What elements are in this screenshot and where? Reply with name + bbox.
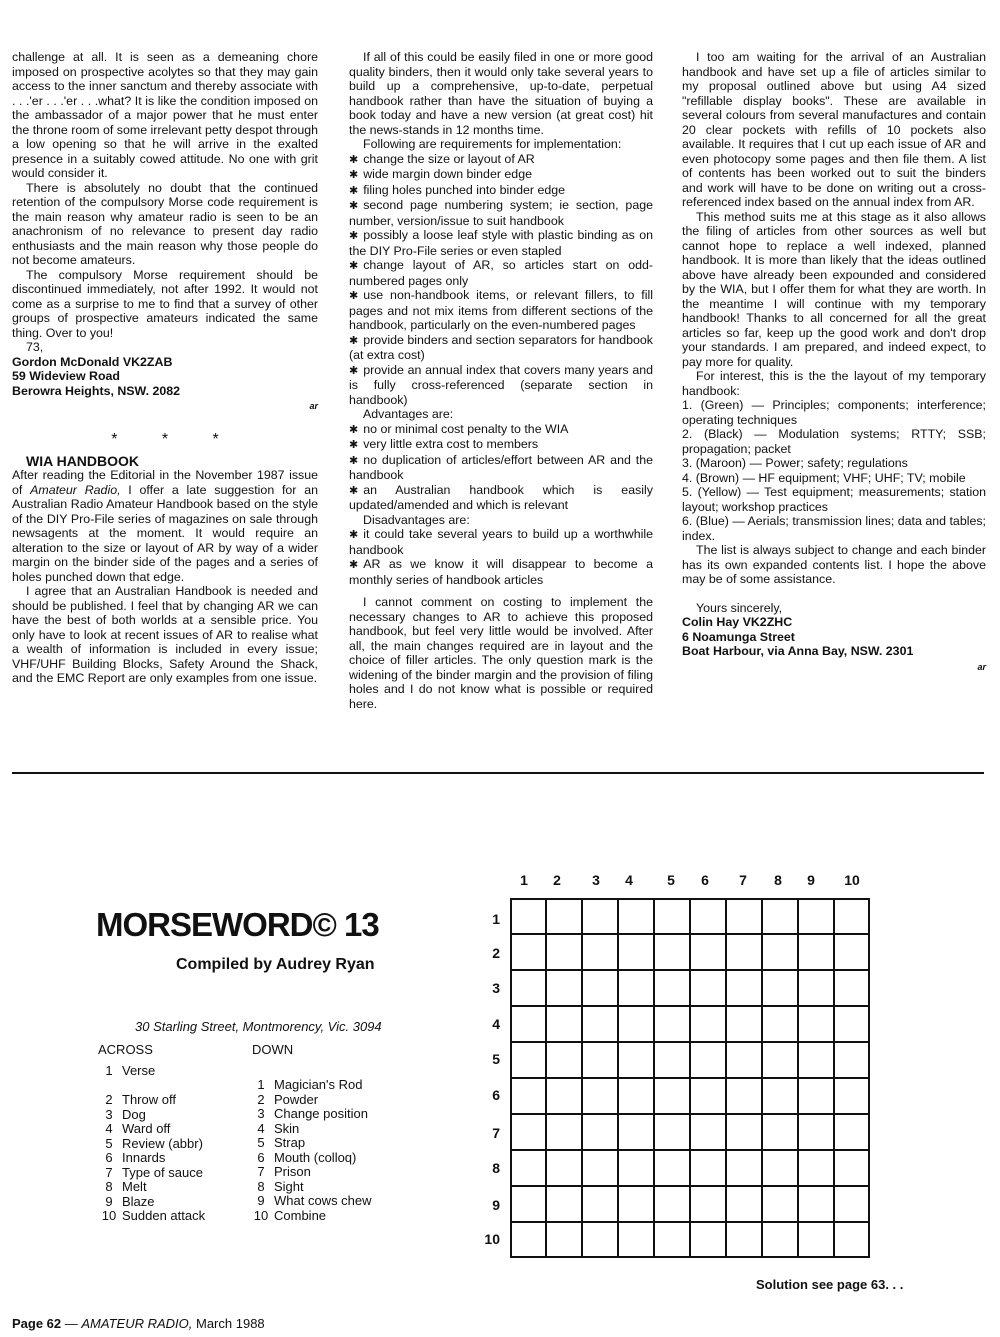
clue-item — [248, 1093, 372, 1108]
clue-item — [248, 1122, 372, 1137]
grid-cell[interactable] — [798, 1078, 834, 1114]
grid-cell[interactable] — [654, 1078, 690, 1114]
grid-cell[interactable] — [798, 1006, 834, 1042]
clue-text: Type of sauce — [122, 1164, 203, 1180]
grid-cell[interactable] — [690, 1078, 726, 1114]
article-paragraph: I too am waiting for the arrival of an Australian handbook and have set up a file of articles similar to my proposal outlined above but using A4 sized "refillable display books". These are available in several colours from several manufactures and contain 20 clear pockets with refills of 10 pockets also available. It requires that I cut up each issue of AR and even photocopy some pages and then file them. A list of contents has been worked out to suit the binders and work will have to be done on writing out a cross-referenced index based on the annual index from AR. — [682, 50, 986, 209]
article-paragraph: I agree that an Australian Handbook is needed and should be published. I feel that by changing AR we can have the best of both worlds at a sensible price. You only have to look at recent issues of AR to realise what a wealth of information is included in every issue; VHF/UHF Building Blocks, Safety Around the Shack, and the EMC Report are only examples from one issue. — [12, 584, 318, 685]
section-heading: WIA HANDBOOK — [26, 452, 140, 469]
puzzle-grid[interactable] — [510, 898, 870, 1258]
grid-cell[interactable] — [762, 898, 798, 934]
clue-number: 8 — [105, 1179, 113, 1194]
grid-cell[interactable] — [798, 1222, 834, 1258]
across-heading: ACROSS — [98, 1042, 153, 1057]
grid-cell[interactable] — [546, 1114, 582, 1150]
grid-cell[interactable] — [834, 1150, 870, 1186]
magazine-name: AMATEUR RADIO, — [81, 1316, 193, 1331]
letter-paragraph: The compulsory Morse requirement should be discontinued immediately, not after 1992. It would not come as a surprise to me to find that a survey of other groups of prospective amateurs indicated the same thing. Over to you! — [12, 267, 318, 340]
clue-item — [96, 1151, 205, 1166]
requirement-item: ✱ use non-handbook items, or relevant fillers, to fill pages and not mix items from different sections of the handbook, particularly on the even-numbered pages — [349, 288, 653, 333]
author-name: Gordon McDonald VK2ZAB — [12, 354, 173, 369]
clue-number: 6 — [105, 1150, 113, 1165]
grid-cell[interactable] — [510, 970, 546, 1006]
grid-cell[interactable] — [726, 898, 762, 934]
column-1 — [12, 50, 318, 686]
grid-cell[interactable] — [690, 1222, 726, 1258]
grid-cell[interactable] — [618, 1150, 654, 1186]
grid-cell[interactable] — [798, 1186, 834, 1222]
grid-row-label: 7 — [492, 1125, 500, 1141]
clue-number: 2 — [105, 1092, 113, 1107]
grid-cell[interactable] — [834, 1186, 870, 1222]
issue-date: March 1988 — [192, 1316, 265, 1331]
grid-cell[interactable] — [762, 1186, 798, 1222]
layout-item: 6. (Blue) — Aerials; transmission lines; data and tables; index. — [682, 514, 986, 543]
grid-cell[interactable] — [618, 1042, 654, 1078]
grid-cell[interactable] — [690, 1150, 726, 1186]
author-street: 6 Noamunga Street — [682, 629, 795, 644]
grid-cell[interactable] — [582, 1222, 618, 1258]
grid-column-label: 9 — [807, 872, 815, 888]
grid-cell[interactable] — [654, 1006, 690, 1042]
clue-item — [248, 1078, 372, 1093]
requirement-item: ✱ change layout of AR, so articles start on odd-numbered pages only — [349, 258, 653, 288]
letter-signoff: 73, — [26, 340, 44, 354]
column-3 — [682, 50, 986, 672]
solution-note: Solution see page 63. . . — [756, 1277, 904, 1292]
layout-item: 2. (Black) — Modulation systems; RTTY; SSB; propagation; packet — [682, 427, 986, 456]
grid-cell[interactable] — [510, 898, 546, 934]
author-street: 59 Wideview Road — [12, 369, 120, 383]
grid-cell[interactable] — [834, 1042, 870, 1078]
requirement-item: ✱ possibly a loose leaf style with plastic binding as on the DIY Pro-File series or even stapled — [349, 228, 653, 258]
clue-number: 2 — [257, 1091, 265, 1107]
grid-cell[interactable] — [834, 970, 870, 1006]
layout-item: 3. (Maroon) — Power; safety; regulations — [682, 456, 908, 470]
requirement-item: ✱ second page numbering system; ie section, page number, version/issue to suit handbook — [349, 198, 653, 228]
clue-text: Powder — [274, 1091, 319, 1107]
clue-item — [96, 1108, 205, 1123]
grid-cell[interactable] — [546, 1078, 582, 1114]
clue-item — [96, 1093, 205, 1108]
grid-cell[interactable] — [546, 1150, 582, 1186]
grid-cell[interactable] — [510, 1222, 546, 1258]
clue-text: What cows chew — [274, 1193, 372, 1208]
grid-cell[interactable] — [510, 1186, 546, 1222]
grid-cell[interactable] — [762, 1222, 798, 1258]
grid-cell[interactable] — [726, 1150, 762, 1186]
grid-cell[interactable] — [726, 1078, 762, 1114]
article-end-mark: ar — [977, 661, 986, 672]
clue-number: 6 — [257, 1149, 265, 1165]
magazine-title-italic: Amateur Radio, — [30, 482, 121, 497]
column-2 — [349, 50, 653, 711]
grid-row-label: 6 — [492, 1087, 500, 1103]
clue-text: Skin — [274, 1120, 300, 1136]
grid-cell[interactable] — [762, 1150, 798, 1186]
grid-cell[interactable] — [618, 1222, 654, 1258]
grid-cell[interactable] — [582, 934, 618, 970]
advantage-item: ✱ no duplication of articles/effort between AR and the handbook — [349, 453, 653, 483]
grid-cell[interactable] — [798, 898, 834, 934]
grid-cell[interactable] — [582, 1078, 618, 1114]
grid-cell[interactable] — [798, 970, 834, 1006]
clue-text: Review (abbr) — [122, 1135, 203, 1151]
clue-item — [96, 1122, 205, 1137]
down-clues — [248, 1078, 372, 1223]
grid-cell[interactable] — [582, 1042, 618, 1078]
advantage-item: ✱ an Australian handbook which is easily updated/amended and which is relevant — [349, 483, 653, 513]
clue-number: 1 — [105, 1063, 113, 1078]
grid-row-label: 5 — [492, 1051, 500, 1067]
clue-text: Mouth (colloq) — [274, 1149, 357, 1165]
grid-cell[interactable] — [582, 1114, 618, 1150]
grid-cell[interactable] — [762, 1078, 798, 1114]
letter-paragraph: There is absolutely no doubt that the continued retention of the compulsory Morse code requirement is the main reason why amateur radio is seen to be an anachronism of no relevance to present day radio enthusiasts and the main reason why those people do not become amateurs. — [12, 180, 318, 267]
grid-column-label: 5 — [667, 872, 675, 888]
article-text: After reading the Editorial in the November 1987 issue of — [12, 468, 318, 497]
grid-cell[interactable] — [546, 1222, 582, 1258]
grid-cell[interactable] — [582, 1186, 618, 1222]
grid-cell[interactable] — [798, 1150, 834, 1186]
clue-number: 9 — [257, 1193, 265, 1208]
advantages-heading: Advantages are: — [363, 407, 454, 421]
grid-cell[interactable] — [834, 898, 870, 934]
disadvantages-heading: Disadvantages are: — [363, 512, 470, 527]
grid-row-label: 3 — [492, 980, 500, 996]
author-name: Colin Hay VK2ZHC — [682, 615, 793, 629]
clue-text: Dog — [122, 1106, 146, 1122]
clue-text: Blaze — [122, 1193, 155, 1209]
clue-number: 3 — [105, 1106, 113, 1122]
footer-dash: — — [61, 1316, 82, 1331]
grid-cell[interactable] — [618, 1114, 654, 1150]
grid-cell[interactable] — [834, 934, 870, 970]
clue-item — [248, 1209, 372, 1224]
requirement-item: ✱ wide margin down binder edge — [349, 167, 653, 183]
grid-cell[interactable] — [834, 1078, 870, 1114]
grid-column-label: 10 — [844, 872, 860, 888]
grid-cell[interactable] — [834, 1222, 870, 1258]
grid-cell[interactable] — [546, 1186, 582, 1222]
grid-cell[interactable] — [726, 934, 762, 970]
grid-cell[interactable] — [798, 1114, 834, 1150]
grid-row-label: 10 — [484, 1231, 500, 1247]
clue-number: 5 — [105, 1135, 113, 1151]
letter-paragraph: challenge at all. It is seen as a demeaning chore imposed on prospective acolytes so that they may gain access to the inner sanctum and thereby associate with . . .'er . . .'er . . .what? It is like the condition imposed on the ambassador of a major power that he must enter the throne room of some irrelevant petty despot through a low opening so that he will arrive in the exalted presence in a suitably cowed attitude. No one with grit would consider it. — [12, 50, 318, 180]
layout-item: 5. (Yellow) — Test equipment; measurements; station layout; workshop practices — [682, 485, 986, 514]
grid-cell[interactable] — [762, 1042, 798, 1078]
clue-item — [248, 1136, 372, 1151]
grid-column-label: 2 — [553, 872, 561, 888]
clue-item — [248, 1194, 372, 1209]
grid-cell[interactable] — [762, 970, 798, 1006]
grid-cell[interactable] — [654, 1114, 690, 1150]
clue-item — [96, 1064, 205, 1079]
grid-cell[interactable] — [510, 1150, 546, 1186]
grid-cell[interactable] — [582, 898, 618, 934]
advantage-item: ✱ very little extra cost to members — [349, 437, 653, 453]
clue-number: 10 — [253, 1207, 269, 1223]
grid-cell[interactable] — [546, 970, 582, 1006]
grid-row-label: 8 — [492, 1160, 500, 1176]
article-paragraph: I cannot comment on costing to implement the necessary changes to AR to achieve this proposed handbook, but feel very little would be involved. After all, the main changes required are in layout and the choice of filler articles. The only question mark is the widening of the binder margin and the provision of filing holes and I do not know what is possible or required here. — [349, 595, 653, 711]
clue-text: Innards — [122, 1150, 166, 1165]
grid-cell[interactable] — [510, 1006, 546, 1042]
clue-number: 9 — [105, 1193, 113, 1209]
grid-cell[interactable] — [510, 1078, 546, 1114]
clue-number: 1 — [257, 1077, 265, 1092]
author-town: Boat Harbour, via Anna Bay, NSW. 2301 — [682, 644, 914, 658]
grid-cell[interactable] — [834, 1006, 870, 1042]
clue-item — [248, 1165, 372, 1180]
article-paragraph: The list is always subject to change and each binder has its own expanded contents list. I hope the above may be of some assistance. — [682, 543, 986, 586]
clue-number: 4 — [105, 1121, 113, 1136]
grid-cell[interactable] — [582, 970, 618, 1006]
clue-number: 4 — [257, 1120, 265, 1136]
grid-cell[interactable] — [654, 1150, 690, 1186]
grid-cell[interactable] — [582, 1006, 618, 1042]
grid-cell[interactable] — [618, 934, 654, 970]
grid-column-label: 8 — [774, 872, 782, 888]
grid-cell[interactable] — [798, 934, 834, 970]
clue-item — [248, 1151, 372, 1166]
grid-row-label: 4 — [492, 1016, 500, 1032]
grid-cell[interactable] — [834, 1114, 870, 1150]
clue-text: Throw off — [122, 1092, 176, 1107]
grid-cell[interactable] — [690, 1042, 726, 1078]
grid-cell[interactable] — [798, 1042, 834, 1078]
grid-cell[interactable] — [546, 898, 582, 934]
page-footer — [12, 1316, 265, 1331]
layout-item: 1. (Green) — Principles; components; interference; operating techniques — [682, 398, 986, 427]
section-separator-stars: * * * — [111, 431, 239, 448]
clue-text: Prison — [274, 1164, 311, 1179]
clue-number: 7 — [105, 1164, 113, 1180]
clue-number: 5 — [257, 1135, 265, 1150]
requirement-item: ✱ provide an annual index that covers many years and is fully cross-referenced (separate section in handbook) — [349, 363, 653, 408]
grid-cell[interactable] — [582, 1150, 618, 1186]
grid-cell[interactable] — [654, 898, 690, 934]
grid-row-label: 9 — [492, 1197, 500, 1213]
clue-number: 7 — [257, 1164, 265, 1179]
puzzle-title: MORSEWORD© 13 — [96, 906, 379, 943]
puzzle-address: 30 Starling Street, Montmorency, Vic. 3094 — [135, 1019, 382, 1034]
article-paragraph: For interest, this is the the layout of my temporary handbook: — [682, 369, 986, 398]
clue-item — [96, 1209, 205, 1224]
grid-column-label: 1 — [520, 872, 528, 888]
grid-column-label: 3 — [592, 872, 600, 888]
across-clues — [96, 1064, 205, 1224]
requirement-item: ✱ filing holes punched into binder edge — [349, 183, 653, 199]
grid-cell[interactable] — [654, 1222, 690, 1258]
grid-cell[interactable] — [726, 1042, 762, 1078]
advantage-item: ✱ no or minimal cost penalty to the WIA — [349, 422, 653, 438]
clue-number: 3 — [257, 1106, 265, 1121]
requirement-item: ✱ provide binders and section separators for handbook (at extra cost) — [349, 333, 653, 363]
grid-cell[interactable] — [726, 970, 762, 1006]
clue-text: Combine — [274, 1207, 327, 1223]
clue-text: Sudden attack — [122, 1208, 206, 1223]
clue-text: Sight — [274, 1178, 304, 1194]
grid-cell[interactable] — [690, 1006, 726, 1042]
grid-cell[interactable] — [618, 1186, 654, 1222]
grid-cell[interactable] — [690, 1186, 726, 1222]
grid-cell[interactable] — [762, 934, 798, 970]
requirement-item: ✱ change the size or layout of AR — [349, 152, 653, 168]
clue-text: Ward off — [122, 1121, 171, 1136]
grid-row-label: 1 — [492, 911, 500, 927]
article-paragraph — [12, 468, 318, 584]
clue-item — [96, 1180, 205, 1195]
grid-cell[interactable] — [762, 1006, 798, 1042]
grid-cell[interactable] — [618, 970, 654, 1006]
section-divider — [12, 772, 984, 774]
grid-cell[interactable] — [690, 1114, 726, 1150]
grid-cell[interactable] — [618, 1078, 654, 1114]
article-text: I offer a late suggestion for an Australian Radio Amateur Handbook based on the style of the DIY Pro-File series of magazines on sale through newsagents at the moment. It would require an alteration to the size or layout of AR by way of a wider margin on the binder side of the pages and a series of holes punched down that edge. — [12, 482, 318, 584]
grid-cell[interactable] — [654, 1186, 690, 1222]
disadvantage-item: ✱ it could take several years to build up a worthwhile handbook — [349, 527, 653, 557]
clue-text: Melt — [122, 1179, 147, 1194]
grid-cell[interactable] — [690, 898, 726, 934]
grid-cell[interactable] — [546, 1006, 582, 1042]
grid-cell[interactable] — [546, 934, 582, 970]
clue-number: 8 — [257, 1178, 265, 1194]
grid-cell[interactable] — [510, 934, 546, 970]
grid-cell[interactable] — [510, 1042, 546, 1078]
grid-cell[interactable] — [618, 898, 654, 934]
article-paragraph: This method suits me at this stage as it also allows the filing of articles from other sources as well but cannot hope to replace a well indexed, planned handbook. It is more than likely that the ideas outlined above have already been expounded and considered by the WIA, but I offer them for what they are worth. In the meantime I will continue with my temporary handbook! Thanks to all concerned for all the great articles so far, keep up the good work and don't drop your standards. I am prepared, and indeed expect, to pay more for quality. — [682, 209, 986, 369]
clue-number: 10 — [101, 1208, 117, 1223]
article-end-mark: ar — [309, 401, 318, 411]
grid-cell[interactable] — [726, 1222, 762, 1258]
grid-cell[interactable] — [510, 1114, 546, 1150]
puzzle-compiler: Compiled by Audrey Ryan — [176, 956, 375, 973]
layout-item: 4. (Brown) — HF equipment; VHF; UHF; TV; mobile — [682, 470, 966, 485]
grid-cell[interactable] — [690, 934, 726, 970]
grid-column-label: 6 — [701, 872, 709, 888]
grid-row-label: 2 — [492, 945, 500, 961]
grid-column-label: 7 — [739, 872, 747, 888]
clue-item — [96, 1195, 205, 1210]
clue-text: Verse — [122, 1063, 156, 1078]
letter-signoff: Yours sincerely, — [696, 600, 783, 615]
grid-cell[interactable] — [618, 1006, 654, 1042]
clue-text: Magician's Rod — [274, 1077, 363, 1092]
grid-cell[interactable] — [654, 1042, 690, 1078]
article-paragraph: If all of this could be easily filed in one or more good quality binders, then it would only take several years to build up a comprehensive, up-to-date, perpetual handbook rather than have the situation of buying a book today and have a new version (at great cost) hit the news-stands in 12 months time. — [349, 50, 653, 137]
clue-item — [96, 1166, 205, 1181]
author-town: Berowra Heights, NSW. 2082 — [12, 383, 181, 398]
grid-cell[interactable] — [762, 1114, 798, 1150]
page-number: Page 62 — [12, 1316, 62, 1331]
clue-item — [96, 1137, 205, 1152]
grid-cell[interactable] — [726, 1114, 762, 1150]
clue-text: Change position — [274, 1106, 368, 1121]
grid-cell[interactable] — [726, 1006, 762, 1042]
requirements-heading: Following are requirements for implementation: — [363, 137, 622, 151]
grid-column-label: 4 — [625, 872, 633, 888]
grid-cell[interactable] — [654, 934, 690, 970]
down-heading: DOWN — [252, 1042, 294, 1057]
grid-cell[interactable] — [690, 970, 726, 1006]
disadvantage-item: ✱ AR as we know it will disappear to become a monthly series of handbook articles — [349, 557, 653, 587]
grid-cell[interactable] — [546, 1042, 582, 1078]
grid-cell[interactable] — [654, 970, 690, 1006]
clue-item — [248, 1180, 372, 1195]
grid-cell[interactable] — [726, 1186, 762, 1222]
clue-item — [248, 1107, 372, 1122]
clue-text: Strap — [274, 1135, 306, 1150]
